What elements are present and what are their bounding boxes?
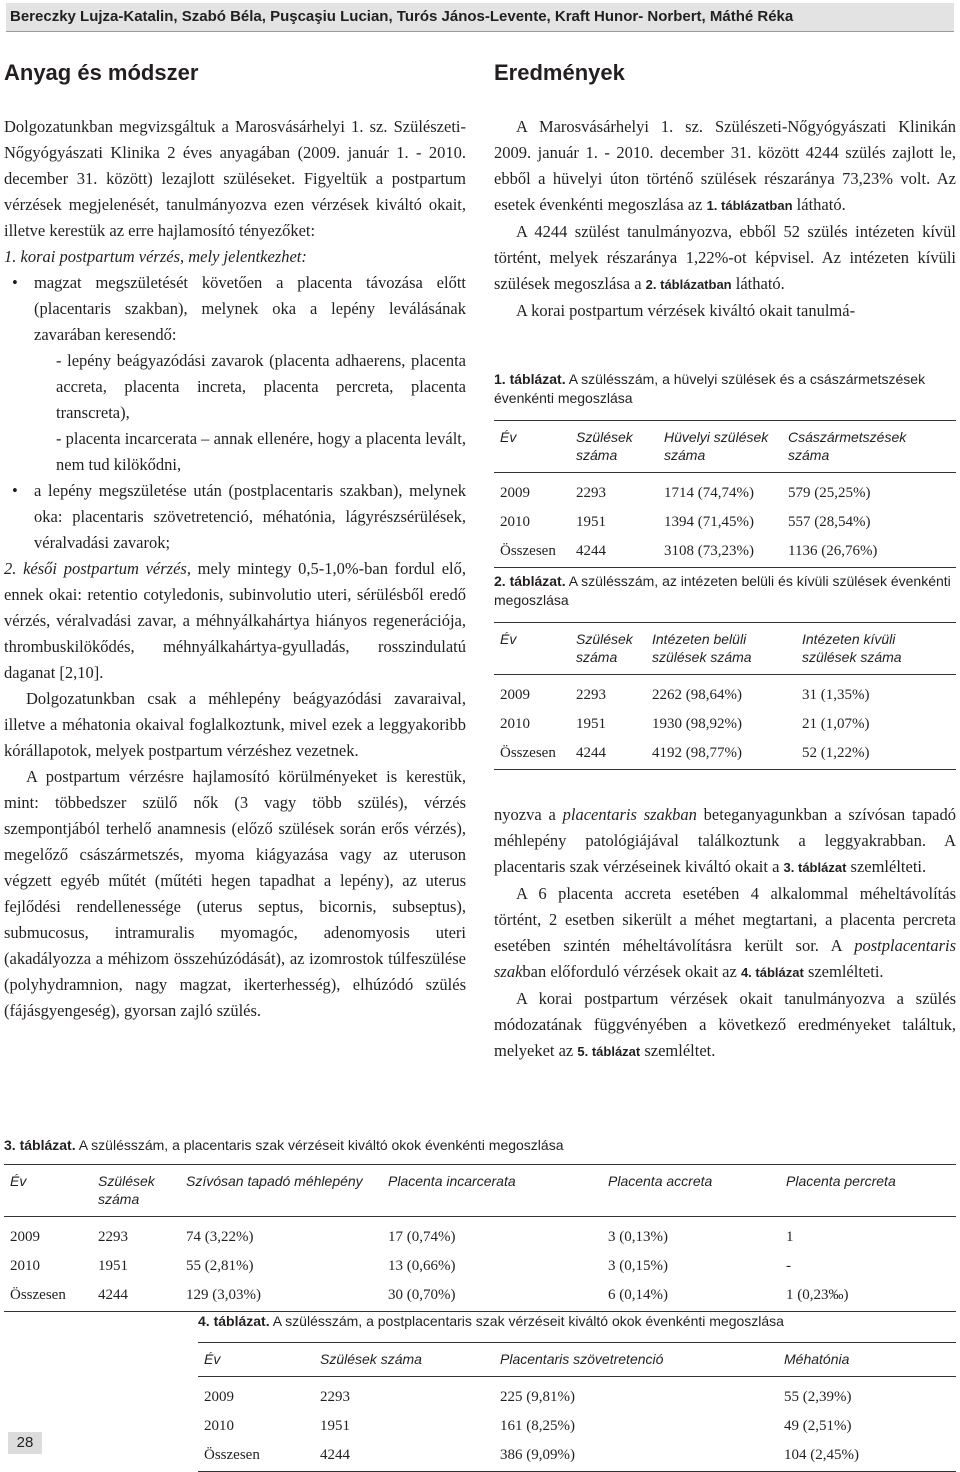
table-header-cell: Szülések száma [314, 1343, 494, 1377]
table-cell: 1930 (98,92%) [652, 716, 742, 732]
running-header [6, 3, 954, 32]
sub-item: - lepény beágyazódási zavarok (placenta adhaerens, placenta accreta, placenta increta, placenta percreta, placenta transcreta), [56, 351, 466, 422]
table-header-cell: Placentaris szövetretenció [494, 1343, 778, 1377]
table-header-cell: Szülések száma [570, 421, 658, 473]
results-paragraph-5: A 6 placenta accreta esetében 4 alkalommal méheltávolítás történt, 2 esetben sikerült a méhet megtartani, a placenta percreta esetében szintén méheltávolításra került sor. A postplacentaris szakban előforduló vérzések okait az 4. táblázat szemlélteti. [494, 884, 956, 981]
table-cell: 1951 [576, 514, 606, 530]
table-header-row [494, 623, 956, 675]
table-header-cell: Placenta incarcerata [382, 1165, 602, 1217]
results-paragraph-1: A Marosvásárhelyi 1. sz. Szülészeti-Nőgyógyászati Klinikán 2009. január 1. - 2010. december 31. között 4244 szülés zajlott le, ebből a hüvelyi úton történő szülések részaránya 73,23% volt. Az esetek évenkénti megoszlása az 1. táblázatban látható. [494, 117, 956, 214]
results-paragraph-4: nyozva a placentaris szakban beteganyagunkban a szívósan tapadó méhlepény patológiájával találkoztunk a leggyakrabban. A placentaris szak vérzéseinek kiváltó okait a 3. táblázat szemlélteti. [494, 805, 956, 876]
table-cell: - [786, 1258, 791, 1274]
table-cell: 3 (0,15%) [608, 1258, 668, 1274]
table-cell: 2009 [500, 485, 530, 501]
table-header-cell: Év [4, 1165, 92, 1217]
table-cell: Összesen [4, 1281, 92, 1312]
methods-paragraph-2: Dolgozatunkban csak a méhlepény beágyazódási zavaraival, illetve a méhatonia okaival foglalkoztunk, mivel ezek a leggyakoribb kórállapotok, melyek postpartum vérzéshez vezetnek. [4, 689, 466, 760]
table-cell: 1394 (71,45%) [664, 514, 754, 530]
table-row [198, 1412, 956, 1441]
table-header-cell: Intézeten belüli szülések száma [646, 623, 796, 675]
table-cell: 2293 [320, 1389, 350, 1405]
left-column [4, 114, 466, 1024]
table-cell: 104 (2,45%) [778, 1441, 956, 1472]
table-row [494, 473, 956, 509]
table-cell: 225 (9,81%) [500, 1389, 575, 1405]
late-bleeding-paragraph: 2. késői postpartum vérzés, mely mintegy 0,5-1,0%-ban fordul elő, ennek okai: retentio cotyledonis, subinvolutio uteri, sérülésből eredő vérzés, véralvadási zavar, a méhnyálkahártya hiányos regenerációja, thrombuskilökődés, méhnyálkahártya-gyulladás, rosszindulatú daganat [2,10]. [4, 559, 466, 682]
table-row [494, 508, 956, 537]
table-cell: 4192 (98,77%) [646, 739, 796, 770]
table-cell: 386 (9,09%) [494, 1441, 778, 1472]
table-cell: 49 (2,51%) [784, 1418, 852, 1434]
table-row [4, 1252, 956, 1281]
table-reference: 4. táblázat [740, 965, 804, 980]
table3-caption-number: 3. táblázat. [4, 1137, 76, 1153]
table-row [494, 739, 956, 770]
table-cell: 21 (1,07%) [802, 716, 870, 732]
methods-paragraph-3: A postpartum vérzésre hajlamosító körülményeket is kerestük, mint: többedszer szülő nők (3 vagy több szülés), vérzés szempontjából terhelő anamnesis (előző szülések során erős vérzés), megelőző császármetszés, myoma kiágyazása vagy az uteruson végzett egyéb műtét (műtéti hegen tapadhat a lepény), az uterus fejlődési rendellenessége (uterus septus, bicornis, subseptus), submucosus, intramuralis myomagóc, adenomyosis uteri (akadályozza a méhizom összehúzódását), az izomrostok túlfeszülése (polyhydramnion, nagy magzat, ikerterhesség), elhúzódó szülés (fájásgyengeség), gyorsan zajló szülés. [4, 767, 466, 1020]
table-row [494, 710, 956, 739]
table3-caption: 3. táblázat. A szülésszám, a placentaris szak vérzéseit kiváltó okok évenkénti megoszlása [4, 1137, 564, 1153]
table-header-cell: Császármetszések száma [782, 421, 956, 473]
table-header-row [494, 421, 956, 473]
early-causes-list [4, 270, 466, 556]
table-cell: 74 (3,22%) [186, 1229, 254, 1245]
table-cell: 2009 [10, 1229, 40, 1245]
table-cell: 1714 (74,74%) [664, 485, 754, 501]
table-reference: 3. táblázat [783, 860, 847, 875]
table-cell: 4244 [570, 537, 658, 568]
header-authors: Bereczky Lujza-Katalin, Szabó Béla, Puşcaşiu Lucian, Turós János-Levente, Kraft Hunor- Norbert, Máthé Réka [10, 8, 794, 25]
table-cell: 1951 [576, 716, 606, 732]
table-cell: Összesen [494, 739, 570, 770]
table-row [4, 1217, 956, 1253]
late-bleeding-label: 2. késői postpartum vérzés, [4, 559, 191, 578]
sub-item: - placenta incarcerata – annak ellenére, hogy a placenta levált, nem tud kilökődni, [56, 429, 466, 474]
table-header-cell: Intézeten kívüli szülések száma [796, 623, 956, 675]
table-cell: 1951 [98, 1258, 128, 1274]
table4 [198, 1342, 956, 1472]
table2-caption: 2. táblázat. A szülésszám, az intézeten belüli és kívüli szülések évenkénti megoszlása [494, 573, 951, 608]
section-title-results: Eredmények [494, 60, 625, 85]
list-item: • a lepény megszületése után (postplacentaris szakban), melynek oka: placentaris szövetretenció, méhatónia, lágyrészsérülések, véralvadási zavarok; [34, 478, 466, 556]
table-header-cell: Méhatónia [778, 1343, 956, 1377]
table-header-cell: Szülések száma [570, 623, 646, 675]
table-cell: 55 (2,81%) [186, 1258, 254, 1274]
table-cell: 52 (1,22%) [796, 739, 956, 770]
table-row [198, 1377, 956, 1413]
table-cell: 4244 [314, 1441, 494, 1472]
list-item [34, 270, 466, 478]
table-cell: 2010 [500, 514, 530, 530]
table-header-cell: Placenta accreta [602, 1165, 780, 1217]
section-title-methods: Anyag és módszer [4, 60, 199, 85]
table-cell: 129 (3,03%) [180, 1281, 382, 1312]
table-cell: 2262 (98,64%) [652, 687, 742, 703]
early-bleeding-label: 1. korai postpartum vérzés, mely jelentkezhet: [4, 247, 307, 266]
table-cell: 2293 [576, 485, 606, 501]
table-cell: 557 (28,54%) [788, 514, 871, 530]
table-header-cell: Év [198, 1343, 314, 1377]
table1 [494, 420, 956, 568]
table-row [494, 675, 956, 711]
table-header-cell: Év [494, 623, 570, 675]
results-paragraph-6: A korai postpartum vérzések okait tanulmányozva a szülés módozatának függvényében a következő eredményeket találtuk, melyeket az 5. táblázat szemléltet. [494, 989, 956, 1060]
table-cell: 2293 [576, 687, 606, 703]
results-paragraph-2: A 4244 szülést tanulmányozva, ebből 52 szülés intézeten kívül történt, melyek részaránya 1,22%-ot képvisel. Az intézeten kívüli szülések megoszlása a 2. táblázatban látható. [494, 222, 956, 293]
table-header-cell: Év [494, 421, 570, 473]
table-header-row [198, 1343, 956, 1377]
right-column-bottom [494, 802, 956, 1065]
table2-caption-number: 2. táblázat. [494, 573, 566, 589]
table-header-row [4, 1165, 956, 1217]
table1-caption: 1. táblázat. A szülésszám, a hüvelyi szülések és a császármetszések évenkénti megoszlása [494, 371, 926, 406]
table-cell: 2293 [98, 1229, 128, 1245]
table-cell: 1951 [320, 1418, 350, 1434]
table-row [494, 537, 956, 568]
table-reference: 1. táblázatban [706, 198, 793, 213]
table-cell: 1 (0,23‰) [780, 1281, 956, 1312]
table-row [198, 1441, 956, 1472]
table-reference: 2. táblázatban [645, 277, 732, 292]
table-header-cell: Szívósan tapadó méhlepény [180, 1165, 382, 1217]
table-header-cell: Placenta percreta [780, 1165, 956, 1217]
table-cell: 579 (25,25%) [788, 485, 871, 501]
table-cell: 2009 [500, 687, 530, 703]
table-reference: 5. táblázat [577, 1044, 641, 1059]
results-paragraph-3: A korai postpartum vérzések kiváltó okait tanulmá- [516, 301, 856, 320]
table-cell: 2010 [204, 1418, 234, 1434]
table-cell: 4244 [570, 739, 646, 770]
table-cell: 30 (0,70%) [382, 1281, 602, 1312]
table-cell: Összesen [494, 537, 570, 568]
table-cell: 55 (2,39%) [784, 1389, 852, 1405]
table3 [4, 1164, 956, 1312]
table-cell: 31 (1,35%) [802, 687, 870, 703]
table-cell: 6 (0,14%) [602, 1281, 780, 1312]
table-cell: 2009 [204, 1389, 234, 1405]
table-cell: 17 (0,74%) [388, 1229, 456, 1245]
table-cell: 161 (8,25%) [500, 1418, 575, 1434]
list-item-text: magzat megszületését követően a placenta távozása előtt (placentaris szakban), melynek oka a lepény leválásának zavarában keresendő: [34, 273, 466, 344]
right-column-top [494, 114, 956, 324]
table-header-cell: Hüvelyi szülések száma [658, 421, 782, 473]
table-cell: 2010 [10, 1258, 40, 1274]
table-cell: 3108 (73,23%) [658, 537, 782, 568]
table-cell: 2010 [500, 716, 530, 732]
table-cell: 1 [786, 1229, 794, 1245]
table-cell: 4244 [92, 1281, 180, 1312]
table2 [494, 622, 956, 770]
table4-caption: 4. táblázat. A szülésszám, a postplacentaris szak vérzéseit kiváltó okok évenkénti megoszlása [198, 1313, 784, 1329]
page-number: 28 [8, 1432, 42, 1454]
table-cell: 1136 (26,76%) [782, 537, 956, 568]
table4-caption-number: 4. táblázat. [198, 1313, 270, 1329]
table-cell: 3 (0,13%) [608, 1229, 668, 1245]
table-row [4, 1281, 956, 1312]
table-header-cell: Szülések száma [92, 1165, 180, 1217]
methods-paragraph-1: Dolgozatunkban megvizsgáltuk a Marosvásárhelyi 1. sz. Szülészeti-Nőgyógyászati Klinika 2 éves anyagában (2009. január 1. - 2010. december 31. között) lezajlott szüléseket. Figyeltük a postpartum vérzések megjelenését, tanulmányozva ezen vérzések kiváltó okait, illetve kerestük az erre hajlamosító tényezőket: [4, 117, 466, 240]
table-cell: 13 (0,66%) [388, 1258, 456, 1274]
table1-caption-number: 1. táblázat. [494, 371, 566, 387]
table-cell: Összesen [198, 1441, 314, 1472]
